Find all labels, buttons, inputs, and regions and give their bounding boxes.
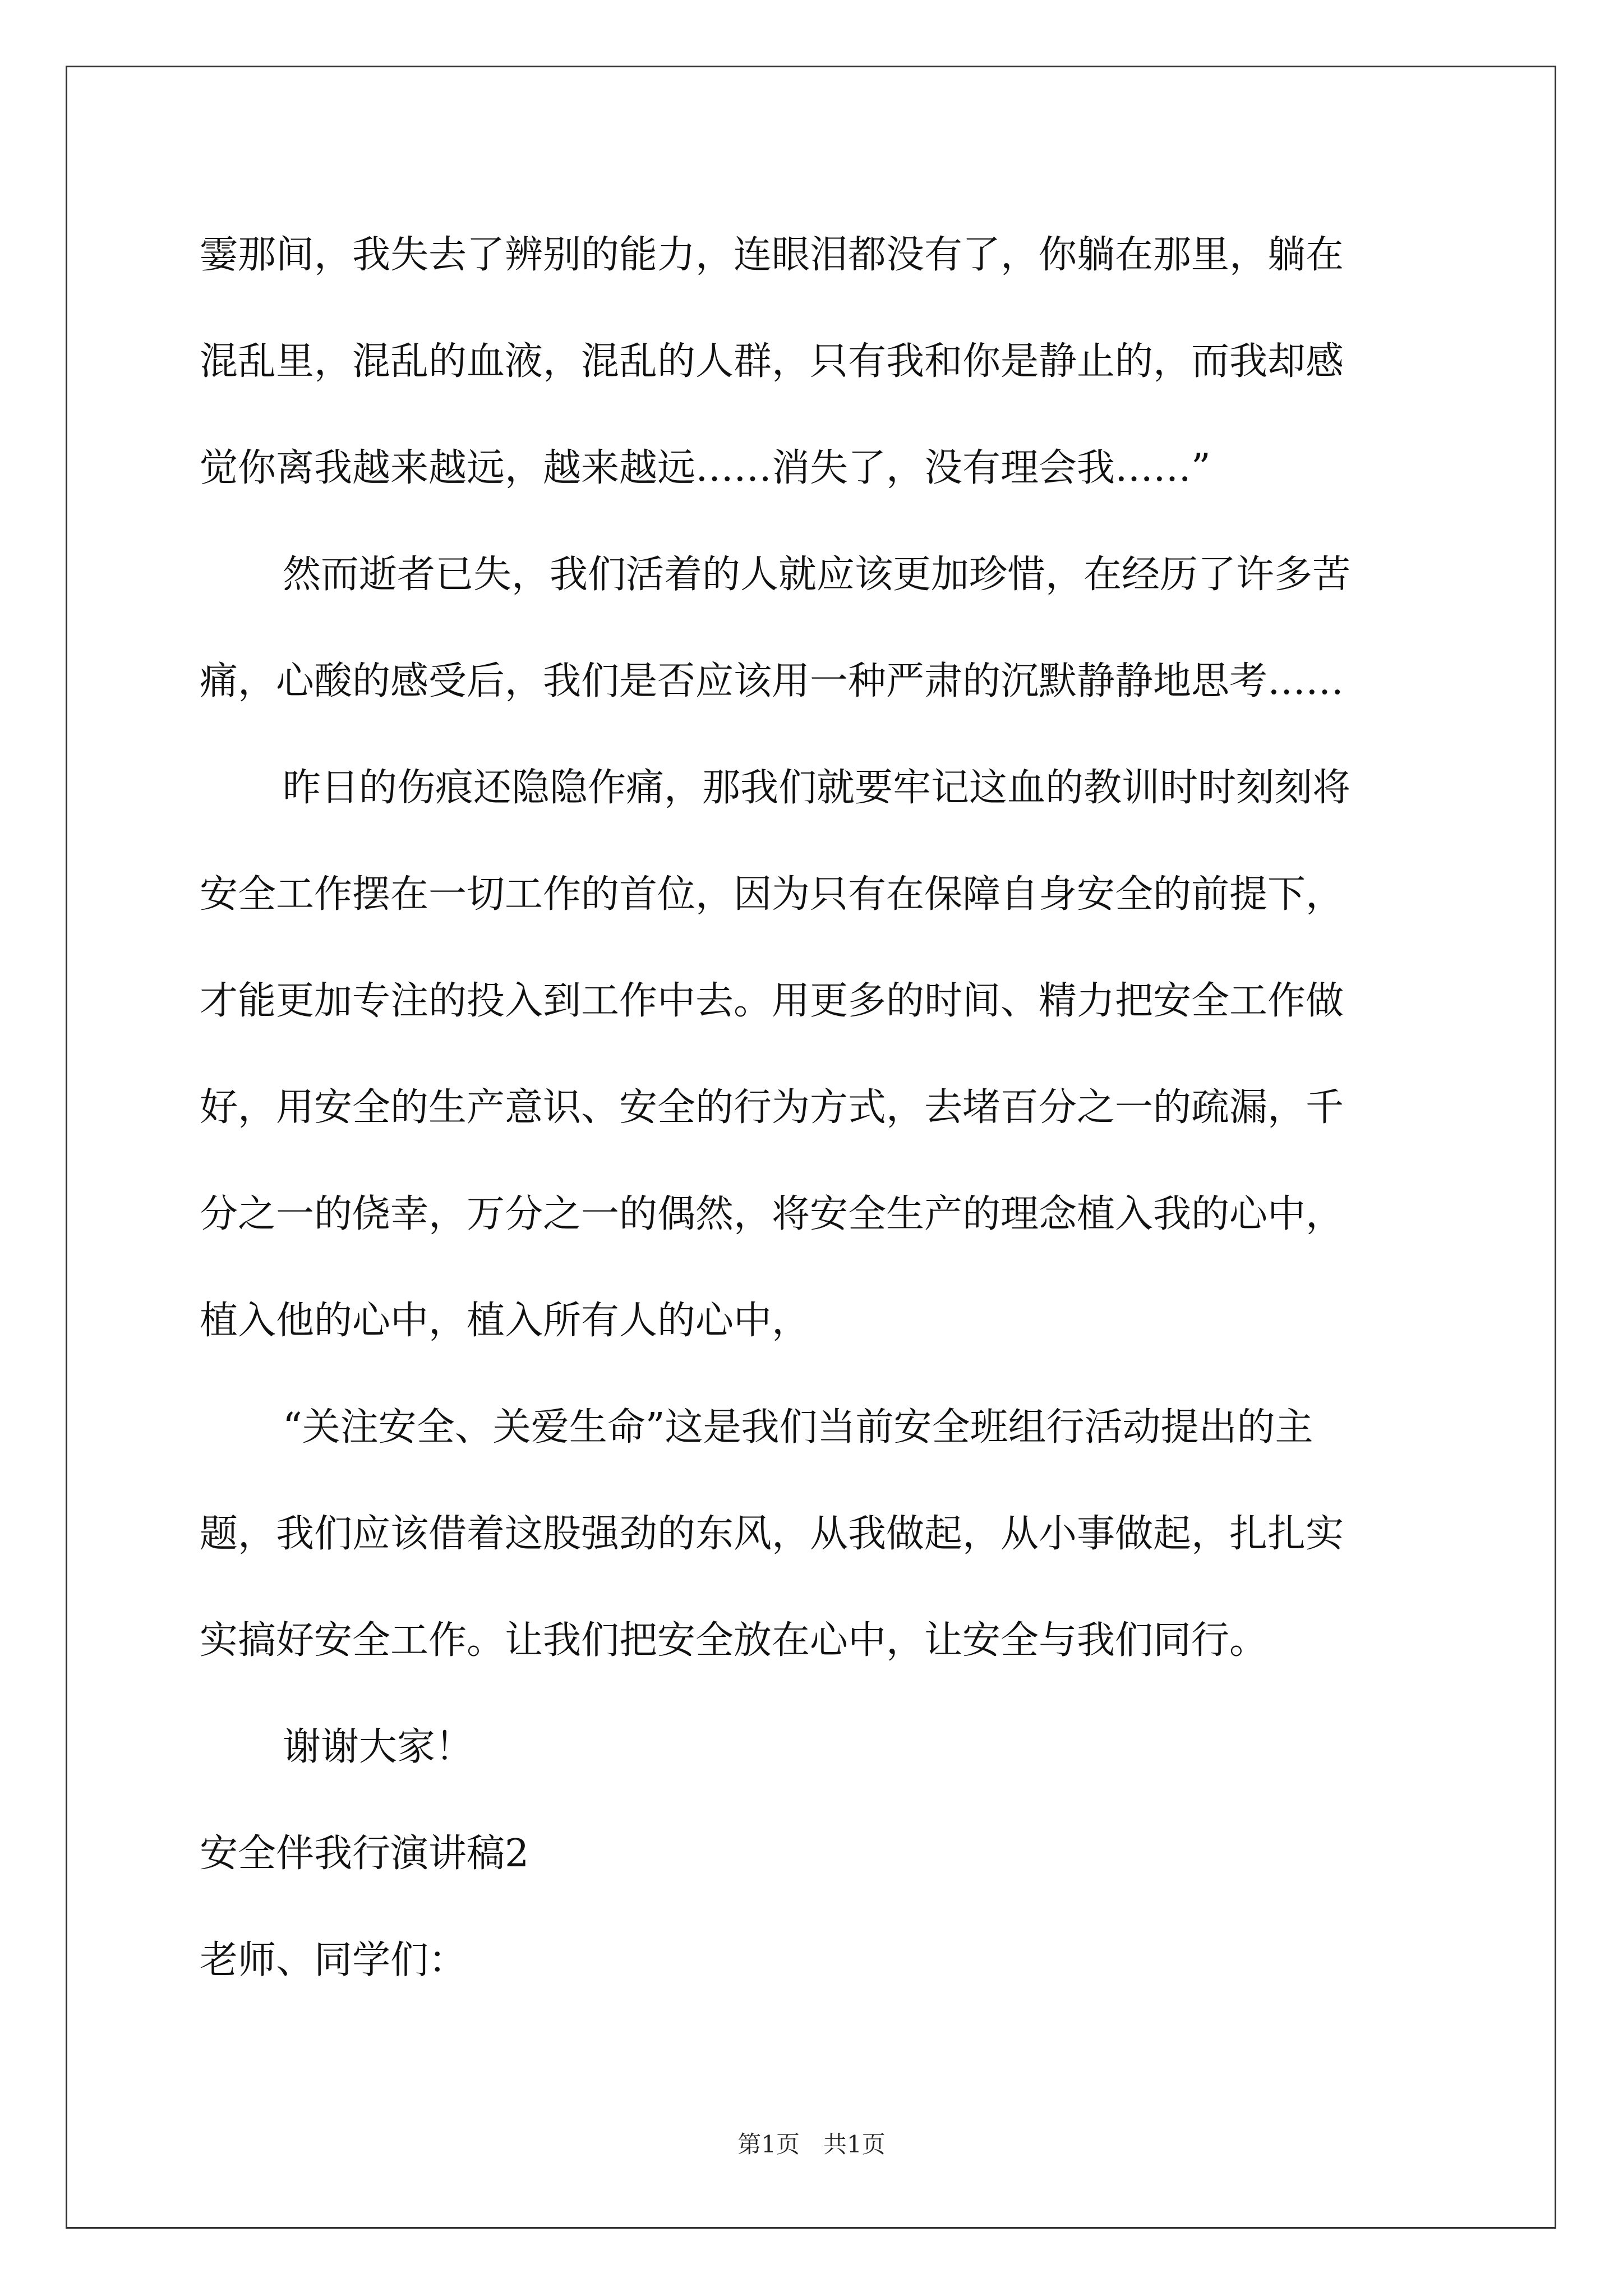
- text-line: 才能更加专注的投入到工作中去。用更多的时间、精力把安全工作做: [200, 979, 1344, 1023]
- page-number-footer: 第1页 共1页: [737, 2131, 886, 2158]
- text-line: 分之一的侥幸，万分之一的偶然，将安全生产的理念植入我的心中，: [200, 1192, 1344, 1236]
- closing-thanks: 谢谢大家！: [283, 1725, 474, 1769]
- text-line: 安全工作摆在一切工作的首位，因为只有在保障自身安全的前提下，: [200, 872, 1344, 917]
- text-line: 觉你离我越来越远，越来越远……消失了，没有理会我……”: [200, 446, 1211, 490]
- salutation: 老师、同学们：: [200, 1938, 467, 1982]
- text-line: 痛，心酸的感受后，我们是否应该用一种严肃的沉默静静地思考……: [200, 659, 1344, 703]
- document-body: [200, 202, 1428, 2014]
- section-title: 安全伴我行演讲稿2: [200, 1832, 529, 1876]
- text-line: 好，用安全的生产意识、安全的行为方式，去堵百分之一的疏漏，千: [200, 1085, 1344, 1130]
- paragraph-start-line: 昨日的伤痕还隐隐作痛，那我们就要牢记这血的教训时时刻刻将: [283, 766, 1351, 810]
- text-line: 植入他的心中，植入所有人的心中，: [200, 1299, 810, 1343]
- text-line: 实搞好安全工作。让我们把安全放在心中，让安全与我们同行。: [200, 1618, 1268, 1663]
- paragraph-start-line: 然而逝者已失，我们活着的人就应该更加珍惜，在经历了许多苦: [283, 553, 1351, 597]
- text-line: 题，我们应该借着这股强劲的东风，从我做起，从小事做起，扎扎实: [200, 1512, 1344, 1556]
- text-line: 霎那间，我失去了辨别的能力，连眼泪都没有了，你躺在那里，躺在: [200, 233, 1344, 277]
- text-line: 混乱里，混乱的血液，混乱的人群，只有我和你是静止的，而我却感: [200, 339, 1344, 384]
- paragraph-start-line: “关注安全、关爱生命”这是我们当前安全班组行活动提出的主: [283, 1405, 1313, 1450]
